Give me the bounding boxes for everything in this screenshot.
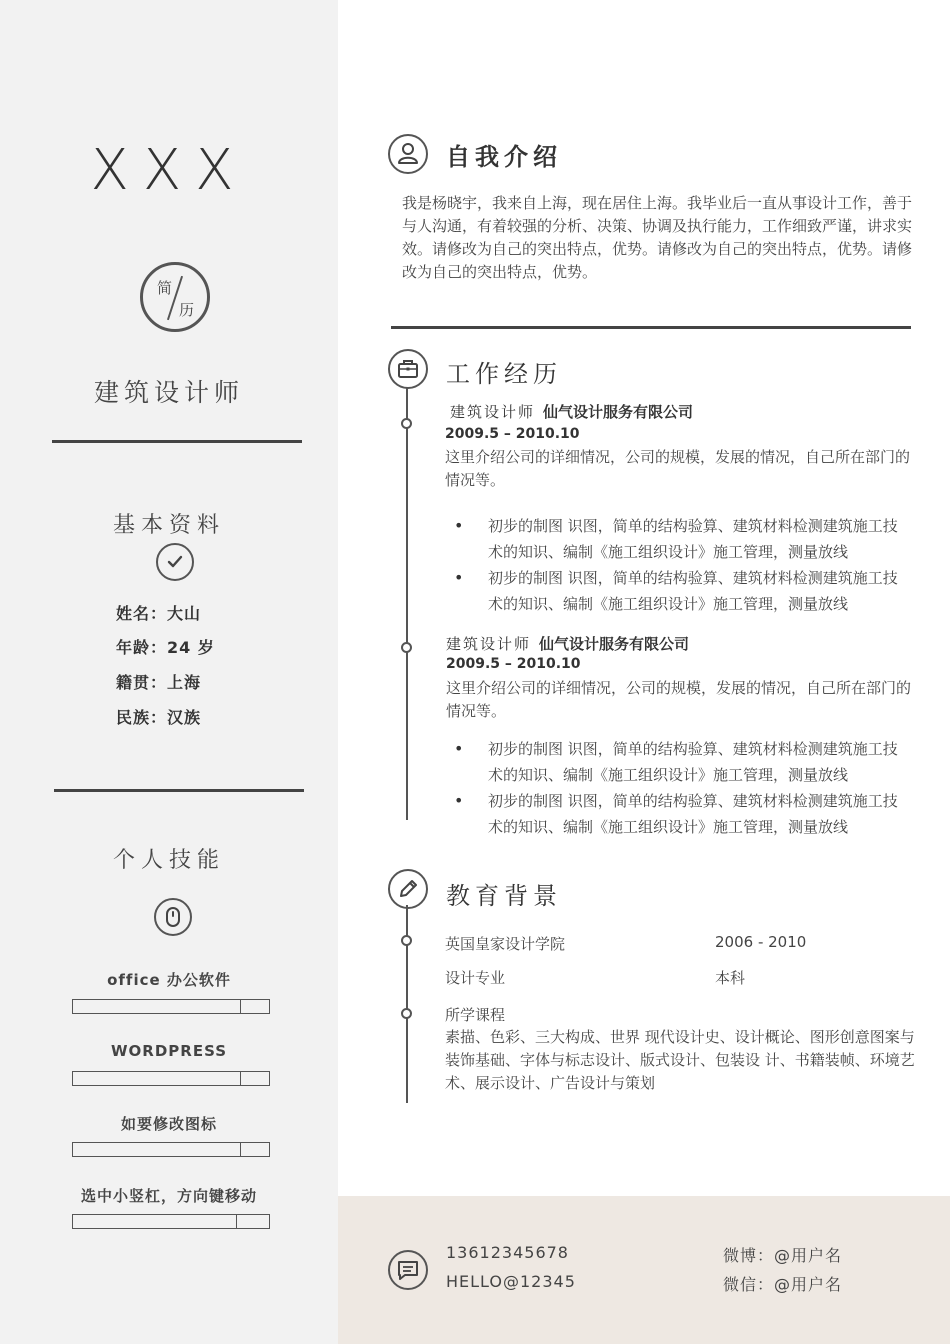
job-bullets [446, 513, 908, 617]
skill-bar [72, 1214, 270, 1229]
list-item: • 初步的制图 识图，简单的结构验算、建筑材料检测建筑施工技术的知识、编制《施工组织设计》施工管理，测量放线 [446, 513, 908, 565]
timeline-node [401, 1008, 412, 1019]
skill-label: office 办公软件 [107, 971, 231, 989]
job-bullets [446, 736, 908, 840]
skill-level-marker[interactable] [236, 1215, 238, 1228]
list-item: • 初步的制图 识图，简单的结构验算、建筑材料检测建筑施工技术的知识、编制《施工组织设计》施工管理，测量放线 [446, 736, 908, 788]
check-icon [156, 543, 194, 581]
info-name: 姓名：大山 [116, 604, 202, 623]
intro-text: 我是杨晓宇，我来自上海，现在居住上海。我毕业后一直从事设计工作，善于与人沟通，有着较强的分析、决策、协调及执行能力，工作细致严谨，讲求实效。请修改为自己的突出特点，优势。请修改为自己的突出特点，优势。请修改为自己的突出特点，优势。 [402, 194, 913, 281]
contact-wechat: 微信：@用户名 [723, 1275, 843, 1294]
info-hometown: 籍贯：上海 [116, 673, 202, 692]
job-title: 建筑设计师 仙气设计服务有限公司 [450, 403, 694, 421]
work-title: 工作经历 [446, 360, 562, 388]
job-role: 建筑设计师 [93, 378, 244, 407]
skill-level-marker[interactable] [240, 1000, 242, 1013]
job-desc: 这里介绍公司的详细情况，公司的规模，发展的情况，自己所在部门的情况等。 [446, 679, 912, 720]
list-item: • 初步的制图 识图，简单的结构验算、建筑材料检测建筑施工技术的知识、编制《施工组织设计》施工管理，测量放线 [446, 565, 908, 617]
sidebar-divider [52, 440, 302, 443]
resume-badge [140, 262, 210, 332]
skill-bar [72, 999, 270, 1014]
timeline-node [401, 935, 412, 946]
list-item: • 初步的制图 识图，简单的结构验算、建筑材料检测建筑施工技术的知识、编制《施工组织设计》施工管理，测量放线 [446, 788, 908, 840]
skills-title: 个人技能 [112, 848, 225, 873]
info-ethnicity: 民族：汉族 [116, 708, 202, 727]
degree: 本科 [715, 969, 746, 987]
work-timeline [406, 388, 408, 820]
skill-level-marker[interactable] [240, 1072, 242, 1085]
briefcase-icon [388, 349, 428, 389]
mouse-icon [154, 898, 192, 936]
timeline-node [401, 642, 412, 653]
courses-text: 素描、色彩、三大构成、世界 现代设计史、设计概论、图形创意图案与装饰基础、字体与标志设计、版式设计、包装设 计、书籍装帧、环境艺术、展示设计、广告设计与策划 [445, 1028, 915, 1092]
courses-title: 所学课程 [445, 1006, 506, 1024]
contact-weibo: 微博：@用户名 [723, 1246, 843, 1265]
badge-top-char: 简 [157, 279, 173, 297]
skill-level-marker[interactable] [240, 1143, 242, 1156]
person-icon [388, 134, 428, 174]
skill-label: 如要修改图标 [120, 1115, 217, 1133]
badge-bottom-char: 历 [179, 301, 195, 319]
major: 设计专业 [445, 969, 506, 987]
pencil-icon [388, 869, 428, 909]
job-desc: 这里介绍公司的详细情况，公司的规模，发展的情况，自己所在部门的情况等。 [445, 448, 911, 489]
contact-email: HELLO@12345 [446, 1272, 576, 1291]
info-age: 年龄：24 岁 [116, 638, 215, 657]
job-date: 2009.5 – 2010.10 [446, 656, 581, 672]
contact-footer [338, 1196, 950, 1344]
sidebar-divider [54, 789, 304, 792]
contact-phone: 13612345678 [446, 1243, 569, 1262]
section-divider [391, 326, 911, 329]
job-date: 2009.5 – 2010.10 [445, 426, 580, 442]
skill-label: WORDPRESS [110, 1042, 228, 1060]
education-title: 教育背景 [446, 882, 562, 910]
job-title: 建筑设计师 仙气设计服务有限公司 [446, 635, 690, 653]
candidate-name: XXX [90, 138, 248, 203]
skill-bar [72, 1142, 270, 1157]
basic-info-title: 基本资料 [112, 513, 225, 538]
intro-title: 自我介绍 [446, 143, 562, 171]
skill-label: 选中小竖杠，方向键移动 [80, 1187, 257, 1205]
school-name: 英国皇家设计学院 [445, 935, 566, 953]
school-years: 2006 - 2010 [715, 933, 807, 951]
message-icon [388, 1250, 428, 1290]
skill-bar [72, 1071, 270, 1086]
timeline-node [401, 418, 412, 429]
